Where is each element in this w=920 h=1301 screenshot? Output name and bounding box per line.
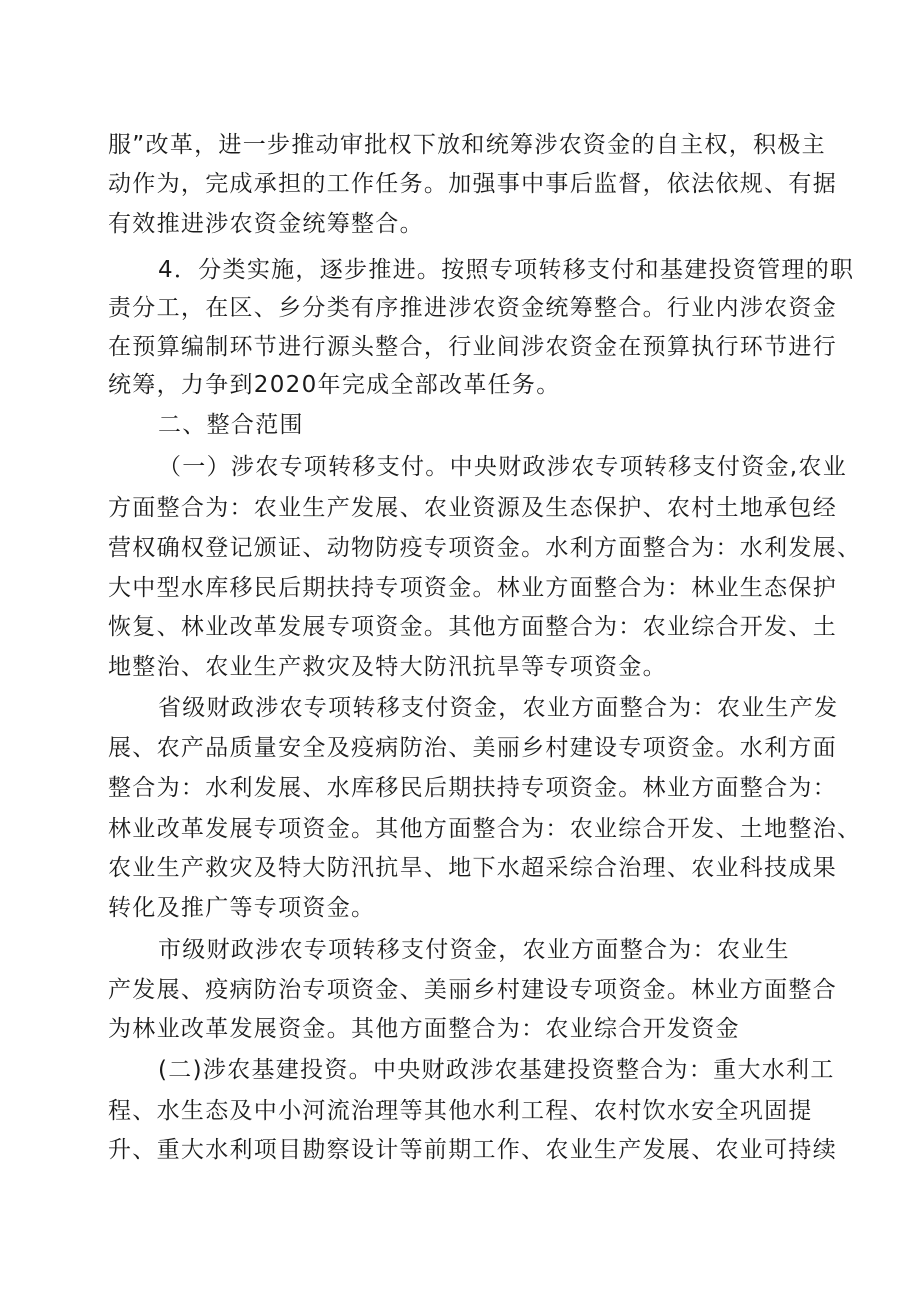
paragraph-line: 方面整合为：农业生产发展、农业资源及生态保护、农村土地承包经 [108,495,837,521]
paragraph-line: 展、农产品质量安全及疫病防治、美丽乡村建设专项资金。水利方面 [108,735,837,761]
paragraph-line: (二)涉农基建投资。中央财政涉农基建投资整合为：重大水利工 [158,1057,835,1083]
paragraph-line: 在预算编制环节进行源头整合，行业间涉农资金在预算执行环节进行 [108,334,837,360]
paragraph-line: 整合为：水利发展、水库移民后期扶持专项资金。林业方面整合为： [108,775,837,801]
paragraph-line: 服”改革，进一步推动审批权下放和统筹涉农资金的自主权，积极主 [108,132,826,158]
paragraph-line: 统筹，力争到2020年完成全部改革任务。 [108,372,561,398]
paragraph-line: 程、水生态及中小河流治理等其他水利工程、农村饮水安全巩固提 [108,1098,813,1124]
paragraph-line: 动作为，完成承担的工作任务。加强事中事后监督，依法依规、有据 [108,171,837,197]
paragraph-line: 有效推进涉农资金统筹整合。 [108,211,424,237]
section-heading: 二、整合范围 [158,412,304,438]
paragraph-line: 恢复、林业改革发展专项资金。其他方面整合为：农业综合开发、土 [108,614,837,640]
paragraph-line: 4．分类实施，逐步推进。按照专项转移支付和基建投资管理的职 [158,257,855,283]
paragraph-line: 地整治、农业生产救灾及特大防汛抗旱等专项资金。 [108,654,667,680]
paragraph-line: 市级财政涉农专项转移支付资金，农业方面整合为：农业生 [158,937,790,963]
paragraph-line: 省级财政涉农专项转移支付资金，农业方面整合为：农业生产发 [158,695,839,721]
paragraph-line: 为林业改革发展资金。其他方面整合为：农业综合开发资金 [108,1016,740,1042]
paragraph-line: 大中型水库移民后期扶持专项资金。林业方面整合为：林业生态保护 [108,575,837,601]
paragraph-line: 产发展、疫病防治专项资金、美丽乡村建设专项资金。林业方面整合 [108,977,837,1003]
paragraph-line: 农业生产救灾及特大防汛抗旱、地下水超采综合治理、农业科技成果 [108,855,837,881]
paragraph-line: 责分工，在区、乡分类有序推进涉农资金统筹整合。行业内涉农资金 [108,295,837,321]
paragraph-line: 林业改革发展专项资金。其他方面整合为：农业综合开发、土地整治、 [108,816,862,842]
paragraph-line: 升、重大水利项目勘察设计等前期工作、农业生产发展、农业可持续 [108,1137,837,1163]
paragraph-line: 营权确权登记颁证、动物防疫专项资金。水利方面整合为：水利发展、 [108,535,862,561]
paragraph-line: 转化及推广等专项资金。 [108,895,376,921]
paragraph-line: （一）涉农专项转移支付。中央财政涉农专项转移支付资金,农业 [158,454,848,480]
